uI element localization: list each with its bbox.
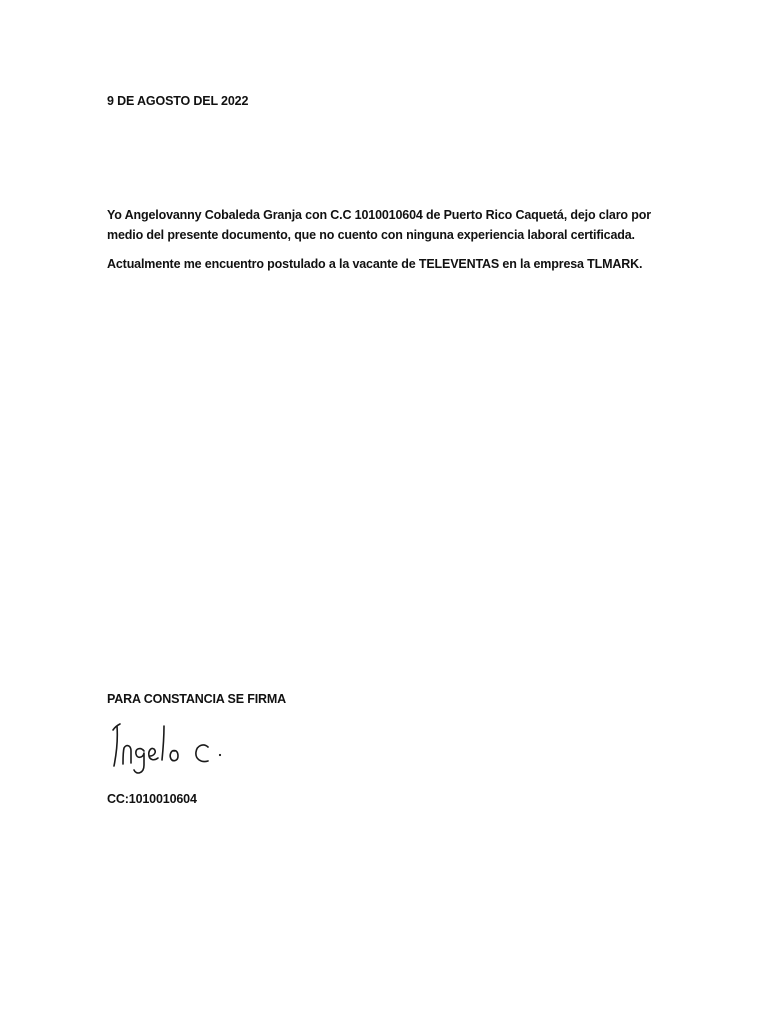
paragraph-1-line-1: Yo Angelovanny Cobaleda Granja con C.C 1010010604 de Puerto Rico Caquetá, dejo claro por [107, 208, 651, 222]
handwritten-signature [108, 718, 238, 778]
document-date: 9 DE AGOSTO DEL 2022 [107, 94, 249, 108]
closing-statement: PARA CONSTANCIA SE FIRMA [107, 692, 287, 706]
paragraph-1-line-2: medio del presente documento, que no cuento con ninguna experiencia laboral certificada. [107, 228, 635, 242]
paragraph-2: Actualmente me encuentro postulado a la vacante de TELEVENTAS en la empresa TLMARK. [107, 257, 643, 271]
id-number-line: CC:1010010604 [107, 792, 197, 806]
